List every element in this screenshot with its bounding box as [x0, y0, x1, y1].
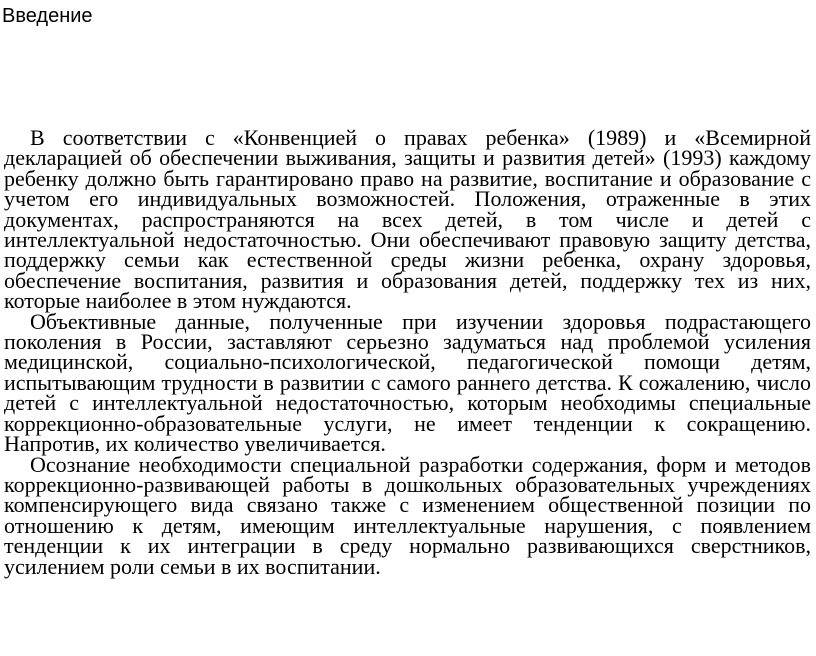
paragraph-1: В соответствии с «Конвенцией о правах ребенка» (1989) и «Всемирной декларацией об обеспечении выживания, защиты и развития детей» (1993) каждому ребенку должно быть гарантировано право на развитие, воспитание и образование с учетом его индивидуальных возможностей. Положения, отраженные в этих документах, распространяются на всех детей, в том числе и детей с интеллектуальной недостаточностью. Они обеспечивают правовую защиту детства, поддержку семьи как естественной среды жизни ребенка, охрану здоровья, обеспечение воспитания, развития и образования детей, поддержку тех из них, которые наиболее в этом нуждаются. — [4, 125, 811, 314]
page-title: Введение — [2, 5, 93, 27]
document-body — [4, 125, 811, 579]
paragraph-2: Объективные данные, полученные при изучении здоровья подрастающего поколения в России, заставляют серьезно задуматься над проблемой усиления медицинской, социально-психологической, педагогической помощи детям, испытывающим трудности в развитии с самого раннего детства. К сожалению, число детей с интеллектуальной недостаточностью, которым необходимы специальные коррекционно-образовательные услуги, не имеет тенденции к сокращению. Напротив, их количество увеличивается. — [4, 308, 811, 457]
paragraph-3: Осознание необходимости специальной разработки содержания, форм и методов коррекционно-развивающей работы в дошкольных образовательных учреждениях компенсирующего вида связано также с изменением общественной позиции по отношению к детям, имеющим интеллектуальные нарушения, с появлением тенденции к их интеграции в среду нормально развивающихся сверстников, усилением роли семьи в их воспитании. — [4, 451, 811, 579]
